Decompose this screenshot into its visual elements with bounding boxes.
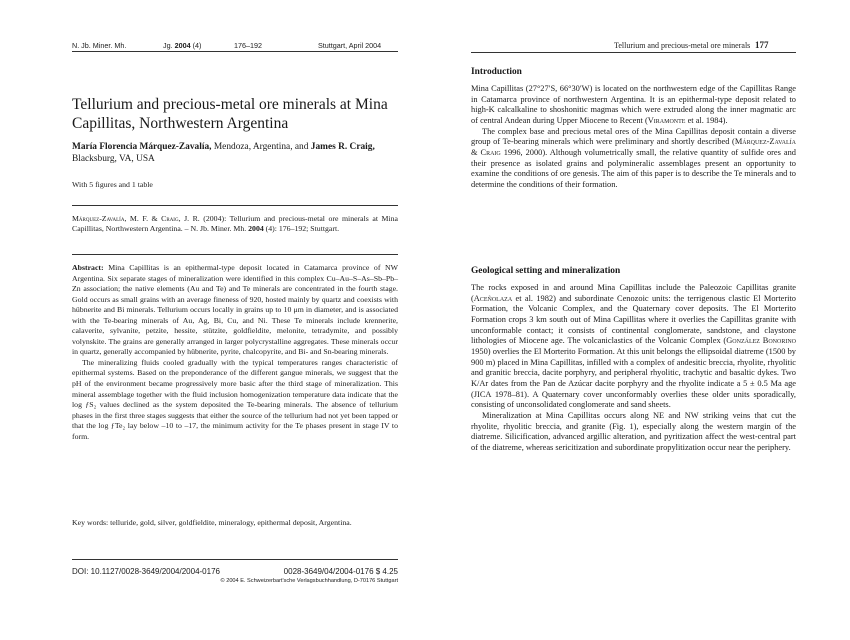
abstract-label: Abstract:: [72, 263, 104, 272]
volume-issue: (4): [192, 41, 202, 50]
issn-price: 0028-3649/04/2004-0176 $ 4.25: [283, 567, 398, 576]
running-title: Tellurium and precious-metal ore minerals: [614, 41, 751, 50]
intro-p1-cite: Viramonte: [647, 115, 686, 125]
copyright: © 2004 E. Schweizerbart'sche Verlagsbuchhandlung, D-70176 Stuttgart: [220, 578, 398, 584]
doi: DOI: 10.1127/0028-3649/2004/2004-0176: [72, 567, 220, 576]
page-range: 176–192: [234, 41, 262, 50]
journal-name: N. Jb. Miner. Mh.: [72, 41, 127, 50]
doi-block: [72, 567, 398, 584]
doi-rule: [72, 559, 398, 560]
author-1-location: Mendoza, Argentina, and: [211, 142, 311, 152]
header-rule: [471, 52, 796, 53]
citation-rest: (4): 176–192; Stuttgart.: [263, 224, 340, 234]
publication-place-date: Stuttgart, April 2004: [318, 41, 382, 50]
introduction-paragraph-2: [471, 127, 796, 191]
abstract-text-1: Mina Capillitas is an epithermal-type deposit located in Catamarca province of NW Argentina. Six separate stages of mineralization were identified in this complex Cu–Au–S–As–Sb–Pb–Zn association; the native elements (Au and Te) and Te minerals are concentrated in the fourth stage. Gold occurs as small grains with an average fineness of 920, hosted mainly by quartz and coexists with hübnerite and Bi minerals. Tellurium occurs locally in grains up to 10 μm in diameter, and is associated with the Te-bearing minerals of Au, Ag, Bi, Cu, and Ni. These Te minerals include krennerite, calaverite, sylvanite, petzite, hessite, stützite, goldfieldite, melonite, tetradymite, and possibly volynskite. The grains are generally arranged in larger polycrystalline aggregates. These minerals occur in quartz, generally accompanied by hübnerite, pyrite, chalcopyrite, and Bi- and Sn-bearing minerals.: [72, 263, 398, 357]
intro-p2-text-b: 1996, 2000). Although volumetrically small, the relative quantity of sulfide ores and their presence as isolated grains and polymineralic assemblages present an opportunity to examine the conditions of ore genesis. The aim of this paper is to describe the Te minerals and to determine the conditions of their formation.: [471, 147, 796, 189]
geo-p1-text-c: 1950) overlies the El Morterito Formation. At this unit belongs the ellipsoidal diatreme (1500 by 900 m) placed in Mina Capillitas, infilled with a complex of andesitic breccia, rhyolite, rhyolitic and granitic breccia, dacite porphyry, and peripheral rhyolitic, trachytic and basaltic dykes. Two K/Ar dates from the Pan de Azúcar dacite porphyry and the rhyolite indicate a 5 ± 0.5 Ma age (JICA 1978–81). A Quaternary cover unconformably overlies these older units sporadically, consisting of unconsolidated conglomerate and sand sheets.: [471, 346, 796, 410]
geo-p1-cite-2: González Bonorino: [726, 336, 796, 346]
citation-text: (2004): Tellurium and precious-metal ore minerals at Mina Capillitas, Northwestern Argentina. – N. Jb. Miner. Mh.: [72, 214, 398, 234]
introduction-section: [471, 67, 796, 191]
volume-year: 2004: [174, 41, 191, 50]
author-2: James R. Craig,: [310, 142, 375, 152]
citation-top-rule: [72, 205, 398, 206]
geo-p1-cite-1: Aceñolaza: [473, 293, 513, 303]
geology-section: [471, 266, 796, 454]
page-number: 177: [755, 40, 769, 50]
author-1: María Florencia Márquez-Zavalía,: [72, 142, 212, 152]
citation-bottom-rule: [72, 254, 398, 255]
abstract: [72, 263, 398, 442]
intro-p1-text-a: Mina Capillitas (27°27′S, 66°30′W) is located on the northwestern edge of the Capillitas Range in Catamarca province of northwestern Argentina. It is an epithermal-type deposit related to high-K calcalkaline to shoshonitic magmas which were extruded along the inner magmatic arc of central Andean during Upper Miocene to Recent (: [471, 84, 796, 125]
right-page: [425, 0, 850, 640]
citation: [72, 214, 398, 234]
keywords: Key words: telluride, gold, silver, goldfieldite, mineralogy, epithermal deposit, Argentina.: [72, 518, 352, 527]
author-line: [72, 141, 407, 165]
citation-authors: Márquez-Zavalía, M. F. & Craig, J. R.: [72, 214, 200, 223]
geology-paragraph-2: Mineralization at Mina Capillitas occurs along NE and NW striking veins that cut the rhyolite, rhyolitic breccia, and granite (Fig. 1), especially along the western margin of the diatreme. Silicification, advanced argillic alteration, and pyritization affect the west-central part of the diatreme, whereas sericitization and subordinate propylitization occur near the periphery.: [471, 410, 796, 452]
intro-p2-text-a: The complex base and precious metal ores of the Mina Capillitas deposit contain a diverse group of Te-bearing minerals which were preliminary and shortly described (: [471, 126, 796, 147]
journal-volume: [163, 41, 201, 50]
header-rule: [72, 51, 398, 52]
introduction-paragraph-1: [471, 84, 796, 127]
author-2-location: Blacksburg, VA, USA: [72, 154, 155, 164]
volume-prefix: Jg.: [163, 41, 173, 50]
geology-paragraph-1: [471, 283, 796, 411]
figures-tables-note: With 5 figures and 1 table: [72, 180, 153, 189]
introduction-heading: Introduction: [471, 67, 522, 77]
geo-p1-text-b: et al. 1982) and subordinate Cenozoic units: the terrigenous clastic El Morterito Formation, the Volcanic Complex, and the Quaternary cover deposits. The El Morterito Formation crops 3 km south out of Mina Capillitas where it overlies the Capillitas granite with unconformable contact; it consists of continental conglomerate, sandstone, and claystone lithologies of Miocene age. The volcaniclastics of the Volcanic Complex (: [471, 293, 796, 346]
intro-p1-text-b: et al. 1984).: [685, 115, 728, 125]
geology-heading: Geological setting and mineralization: [471, 266, 621, 276]
intro-p2-cite: Márquez-Zavalía & Craig: [471, 137, 796, 157]
geo-p1-text-a: The rocks exposed in and around Mina Capillitas include the Paleozoic Capillitas granite (: [471, 283, 796, 303]
citation-year: 2004: [248, 224, 264, 234]
abstract-paragraph-2: The mineralizing fluids cooled gradually with the typical temperatures ranges characteristic of epithermal systems. Based on the preponderance of the different gangue minerals, we suggest that the pH of the environment became progressively more basic after the third stage of mineralization. This mineral assemblage together with the fluid inclusion homogenization temperature data indicate that the log ƒS₂ values declined as the system deposited the Te-bearing minerals. The absence of tellurium phases in the first three stages suggests that either the source of the tellurium had not yet been tapped or that the log ƒTe₂ lay below –10 to –17, the minimum activity for the Te phases present in stage IV to form.: [72, 357, 398, 441]
abstract-paragraph-1: [72, 263, 398, 358]
article-title: Tellurium and precious-metal ore minerals at Mina Capillitas, Northwestern Argentina: [72, 96, 388, 132]
